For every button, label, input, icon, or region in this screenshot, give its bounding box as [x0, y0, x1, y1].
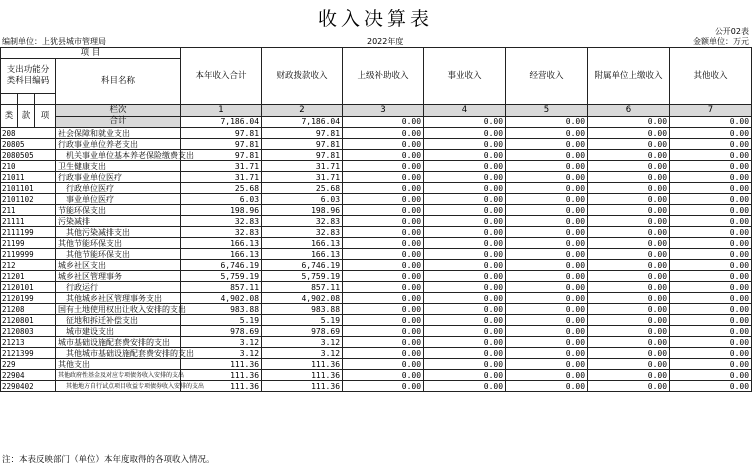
row-value-4: 0.00 [424, 370, 506, 381]
row-code: 211 [1, 205, 56, 216]
row-value-4: 0.00 [424, 183, 506, 194]
row-name: 卫生健康支出 [56, 161, 181, 172]
row-value-7: 0.00 [670, 326, 752, 337]
row-value-5: 0.00 [506, 249, 588, 260]
table-row [1, 282, 752, 293]
row-name: 其他地方自行试点项目收益专项债券收入安排的支出 [56, 381, 181, 392]
table-row [1, 238, 752, 249]
total-value-4: 0.00 [424, 116, 506, 128]
row-value-3: 0.00 [343, 227, 424, 238]
row-value-4: 0.00 [424, 348, 506, 359]
row-value-1: 32.83 [181, 227, 262, 238]
total-value-7: 0.00 [670, 116, 752, 128]
table-row [1, 249, 752, 260]
report-year: 2022年度 [367, 37, 404, 46]
total-value-1: 7,186.04 [181, 116, 262, 128]
row-value-2: 5.19 [262, 315, 343, 326]
col-number-4: 4 [424, 105, 506, 117]
row-value-5: 0.00 [506, 216, 588, 227]
table-row [1, 205, 752, 216]
row-code: 2101102 [1, 194, 56, 205]
row-value-4: 0.00 [424, 161, 506, 172]
row-value-2: 983.88 [262, 304, 343, 315]
row-value-7: 0.00 [670, 150, 752, 161]
table-row [1, 216, 752, 227]
total-value-6: 0.00 [588, 116, 670, 128]
row-value-2: 3.12 [262, 337, 343, 348]
row-value-1: 97.81 [181, 139, 262, 150]
row-value-4: 0.00 [424, 293, 506, 304]
row-value-4: 0.00 [424, 249, 506, 260]
unit-label: 编制单位：上犹县城市管理局 [2, 37, 106, 46]
row-value-1: 3.12 [181, 337, 262, 348]
col-header-1: 本年收入合计 [181, 48, 262, 105]
table-row [1, 128, 752, 139]
row-value-6: 0.00 [588, 271, 670, 282]
row-value-1: 31.71 [181, 172, 262, 183]
row-code: 2120801 [1, 315, 56, 326]
row-value-7: 0.00 [670, 293, 752, 304]
row-value-7: 0.00 [670, 194, 752, 205]
row-code: 2119999 [1, 249, 56, 260]
row-value-1: 166.13 [181, 238, 262, 249]
row-value-7: 0.00 [670, 359, 752, 370]
col-header-4: 事业收入 [424, 48, 506, 105]
row-value-3: 0.00 [343, 271, 424, 282]
row-value-5: 0.00 [506, 337, 588, 348]
row-value-3: 0.00 [343, 139, 424, 150]
row-value-3: 0.00 [343, 150, 424, 161]
row-name: 其他城乡社区管理事务支出 [56, 293, 181, 304]
table-row [1, 315, 752, 326]
row-code: 2120803 [1, 326, 56, 337]
row-code: 21208 [1, 304, 56, 315]
row-name: 污染减排 [56, 216, 181, 227]
row-code: 2101101 [1, 183, 56, 194]
row-value-3: 0.00 [343, 260, 424, 271]
row-name: 城市建设支出 [56, 326, 181, 337]
row-value-1: 6.03 [181, 194, 262, 205]
row-value-6: 0.00 [588, 205, 670, 216]
row-value-7: 0.00 [670, 304, 752, 315]
row-code: 212 [1, 260, 56, 271]
row-value-2: 31.71 [262, 161, 343, 172]
row-value-6: 0.00 [588, 337, 670, 348]
row-value-7: 0.00 [670, 238, 752, 249]
table-row [1, 183, 752, 194]
row-value-6: 0.00 [588, 128, 670, 139]
col-number-2: 2 [262, 105, 343, 117]
row-value-3: 0.00 [343, 359, 424, 370]
row-code: 2120199 [1, 293, 56, 304]
row-code: 20805 [1, 139, 56, 150]
row-value-5: 0.00 [506, 205, 588, 216]
row-value-7: 0.00 [670, 128, 752, 139]
row-value-1: 983.88 [181, 304, 262, 315]
table-row [1, 359, 752, 370]
row-value-3: 0.00 [343, 293, 424, 304]
row-value-4: 0.00 [424, 139, 506, 150]
row-name: 其他政府性基金及对应专项债务收入安排的支出 [56, 370, 181, 381]
row-name: 行政事业单位医疗 [56, 172, 181, 183]
col-header-7: 其他收入 [670, 48, 752, 105]
row-name: 其他节能环保支出 [56, 238, 181, 249]
row-value-3: 0.00 [343, 337, 424, 348]
row-value-1: 97.81 [181, 150, 262, 161]
row-name: 行政事业单位养老支出 [56, 139, 181, 150]
col-number-3: 3 [343, 105, 424, 117]
col-header-6: 附属单位上缴收入 [588, 48, 670, 105]
row-name: 征地和拆迁补偿支出 [56, 315, 181, 326]
row-value-5: 0.00 [506, 293, 588, 304]
row-value-3: 0.00 [343, 370, 424, 381]
row-value-5: 0.00 [506, 161, 588, 172]
row-value-2: 97.81 [262, 150, 343, 161]
row-value-1: 111.36 [181, 381, 262, 392]
row-value-2: 6.03 [262, 194, 343, 205]
table-row [1, 326, 752, 337]
row-value-5: 0.00 [506, 128, 588, 139]
row-value-1: 3.12 [181, 348, 262, 359]
row-value-7: 0.00 [670, 271, 752, 282]
row-value-5: 0.00 [506, 227, 588, 238]
table-row [1, 337, 752, 348]
row-value-5: 0.00 [506, 348, 588, 359]
row-value-6: 0.00 [588, 238, 670, 249]
row-value-7: 0.00 [670, 172, 752, 183]
row-value-6: 0.00 [588, 150, 670, 161]
row-code: 21011 [1, 172, 56, 183]
row-value-5: 0.00 [506, 260, 588, 271]
row-value-6: 0.00 [588, 183, 670, 194]
xiang-header: 项 [35, 105, 56, 128]
row-name: 行政运行 [56, 282, 181, 293]
lei-header: 类 [1, 105, 18, 128]
col-header-3: 上级补助收入 [343, 48, 424, 105]
row-value-7: 0.00 [670, 337, 752, 348]
row-value-6: 0.00 [588, 304, 670, 315]
row-value-6: 0.00 [588, 293, 670, 304]
row-value-4: 0.00 [424, 326, 506, 337]
row-value-1: 857.11 [181, 282, 262, 293]
row-value-6: 0.00 [588, 315, 670, 326]
table-row [1, 271, 752, 282]
row-value-2: 97.81 [262, 139, 343, 150]
row-value-4: 0.00 [424, 216, 506, 227]
row-value-3: 0.00 [343, 194, 424, 205]
row-value-1: 32.83 [181, 216, 262, 227]
lanci-label: 栏次 [56, 105, 181, 117]
row-value-7: 0.00 [670, 139, 752, 150]
row-value-5: 0.00 [506, 326, 588, 337]
row-value-3: 0.00 [343, 304, 424, 315]
row-value-3: 0.00 [343, 128, 424, 139]
row-value-4: 0.00 [424, 359, 506, 370]
row-name: 节能环保支出 [56, 205, 181, 216]
table-row [1, 260, 752, 271]
row-value-5: 0.00 [506, 271, 588, 282]
row-value-6: 0.00 [588, 260, 670, 271]
row-value-5: 0.00 [506, 139, 588, 150]
row-value-4: 0.00 [424, 282, 506, 293]
col-number-6: 6 [588, 105, 670, 117]
project-header: 项 目 [1, 48, 181, 59]
row-value-1: 6,746.19 [181, 260, 262, 271]
row-value-6: 0.00 [588, 282, 670, 293]
row-value-3: 0.00 [343, 249, 424, 260]
row-code: 229 [1, 359, 56, 370]
row-value-7: 0.00 [670, 249, 752, 260]
row-code: 22904 [1, 370, 56, 381]
row-name: 其他支出 [56, 359, 181, 370]
total-value-2: 7,186.04 [262, 116, 343, 128]
table-row [1, 381, 752, 392]
row-value-1: 198.96 [181, 205, 262, 216]
row-value-1: 5.19 [181, 315, 262, 326]
row-value-2: 4,902.08 [262, 293, 343, 304]
table-row [1, 194, 752, 205]
row-code: 208 [1, 128, 56, 139]
report-title: 收入决算表 [317, 8, 433, 30]
col-number-7: 7 [670, 105, 752, 117]
table-row [1, 227, 752, 238]
row-value-5: 0.00 [506, 304, 588, 315]
row-value-4: 0.00 [424, 150, 506, 161]
row-value-5: 0.00 [506, 359, 588, 370]
row-value-1: 5,759.19 [181, 271, 262, 282]
total-label: 合计 [56, 116, 181, 128]
row-value-2: 198.96 [262, 205, 343, 216]
row-value-3: 0.00 [343, 216, 424, 227]
table-row [1, 304, 752, 315]
row-code: 2121399 [1, 348, 56, 359]
income-table [0, 47, 752, 392]
row-code: 210 [1, 161, 56, 172]
table-row [1, 172, 752, 183]
row-value-1: 25.68 [181, 183, 262, 194]
row-value-2: 32.83 [262, 216, 343, 227]
row-value-2: 166.13 [262, 249, 343, 260]
row-value-6: 0.00 [588, 348, 670, 359]
row-name: 城乡社区支出 [56, 260, 181, 271]
row-value-2: 3.12 [262, 348, 343, 359]
table-row [1, 348, 752, 359]
row-value-4: 0.00 [424, 238, 506, 249]
row-value-6: 0.00 [588, 172, 670, 183]
row-value-3: 0.00 [343, 326, 424, 337]
row-value-6: 0.00 [588, 381, 670, 392]
row-value-2: 6,746.19 [262, 260, 343, 271]
row-value-5: 0.00 [506, 172, 588, 183]
row-value-6: 0.00 [588, 216, 670, 227]
row-code: 2080505 [1, 150, 56, 161]
row-value-1: 111.36 [181, 359, 262, 370]
row-value-1: 111.36 [181, 370, 262, 381]
row-value-1: 4,902.08 [181, 293, 262, 304]
row-value-7: 0.00 [670, 370, 752, 381]
col-number-5: 5 [506, 105, 588, 117]
row-value-5: 0.00 [506, 238, 588, 249]
row-code: 21111 [1, 216, 56, 227]
table-row [1, 293, 752, 304]
row-value-4: 0.00 [424, 381, 506, 392]
row-value-3: 0.00 [343, 161, 424, 172]
row-value-2: 857.11 [262, 282, 343, 293]
row-value-6: 0.00 [588, 326, 670, 337]
row-value-4: 0.00 [424, 205, 506, 216]
row-value-7: 0.00 [670, 183, 752, 194]
row-value-7: 0.00 [670, 227, 752, 238]
row-value-7: 0.00 [670, 381, 752, 392]
row-value-5: 0.00 [506, 194, 588, 205]
col-header-2: 财政拨款收入 [262, 48, 343, 105]
row-value-6: 0.00 [588, 161, 670, 172]
row-code: 21201 [1, 271, 56, 282]
table-row [1, 139, 752, 150]
form-number: 公开02表 [714, 27, 749, 36]
row-value-7: 0.00 [670, 216, 752, 227]
row-value-5: 0.00 [506, 150, 588, 161]
row-value-2: 25.68 [262, 183, 343, 194]
row-value-3: 0.00 [343, 381, 424, 392]
total-value-3: 0.00 [343, 116, 424, 128]
row-name: 其他污染减排支出 [56, 227, 181, 238]
row-value-6: 0.00 [588, 227, 670, 238]
func-class-header: 支出功能分类科目编码 [1, 59, 56, 94]
row-value-4: 0.00 [424, 260, 506, 271]
row-value-5: 0.00 [506, 282, 588, 293]
row-value-2: 111.36 [262, 381, 343, 392]
row-value-4: 0.00 [424, 304, 506, 315]
row-value-2: 978.69 [262, 326, 343, 337]
row-code: 2120101 [1, 282, 56, 293]
row-code: 2111199 [1, 227, 56, 238]
row-value-1: 978.69 [181, 326, 262, 337]
row-value-3: 0.00 [343, 282, 424, 293]
row-value-2: 97.81 [262, 128, 343, 139]
table-row [1, 150, 752, 161]
row-name: 城市基础设施配套费安排的支出 [56, 337, 181, 348]
row-value-5: 0.00 [506, 370, 588, 381]
row-value-6: 0.00 [588, 370, 670, 381]
row-value-2: 32.83 [262, 227, 343, 238]
row-value-6: 0.00 [588, 249, 670, 260]
row-value-3: 0.00 [343, 315, 424, 326]
row-value-4: 0.00 [424, 172, 506, 183]
row-value-4: 0.00 [424, 271, 506, 282]
row-name: 社会保障和就业支出 [56, 128, 181, 139]
row-value-6: 0.00 [588, 194, 670, 205]
kuan-header: 款 [18, 105, 35, 128]
row-name: 其他城市基础设施配套费安排的支出 [56, 348, 181, 359]
subject-name-header: 科目名称 [56, 59, 181, 105]
row-value-2: 111.36 [262, 370, 343, 381]
footnote: 注：本表反映部门（单位）本年度取得的各项收入情况。 [2, 455, 215, 465]
row-value-2: 31.71 [262, 172, 343, 183]
row-value-4: 0.00 [424, 194, 506, 205]
row-value-4: 0.00 [424, 315, 506, 326]
row-value-6: 0.00 [588, 139, 670, 150]
row-value-3: 0.00 [343, 348, 424, 359]
row-value-2: 111.36 [262, 359, 343, 370]
row-value-7: 0.00 [670, 161, 752, 172]
row-value-4: 0.00 [424, 337, 506, 348]
row-value-7: 0.00 [670, 260, 752, 271]
row-name: 国有土地使用权出让收入安排的支出 [56, 304, 181, 315]
row-value-1: 31.71 [181, 161, 262, 172]
currency-unit: 金额单位：万元 [693, 37, 749, 46]
row-code: 21199 [1, 238, 56, 249]
row-name: 城乡社区管理事务 [56, 271, 181, 282]
row-value-2: 166.13 [262, 238, 343, 249]
row-name: 行政单位医疗 [56, 183, 181, 194]
row-value-5: 0.00 [506, 381, 588, 392]
row-name: 事业单位医疗 [56, 194, 181, 205]
row-value-4: 0.00 [424, 227, 506, 238]
row-value-3: 0.00 [343, 238, 424, 249]
row-value-5: 0.00 [506, 315, 588, 326]
row-value-7: 0.00 [670, 282, 752, 293]
col-number-1: 1 [181, 105, 262, 117]
row-value-4: 0.00 [424, 128, 506, 139]
total-value-5: 0.00 [506, 116, 588, 128]
col-header-5: 经营收入 [506, 48, 588, 105]
row-value-7: 0.00 [670, 348, 752, 359]
row-value-7: 0.00 [670, 205, 752, 216]
row-name: 其他节能环保支出 [56, 249, 181, 260]
row-value-3: 0.00 [343, 205, 424, 216]
row-value-2: 5,759.19 [262, 271, 343, 282]
row-value-1: 97.81 [181, 128, 262, 139]
table-row [1, 370, 752, 381]
row-name: 机关事业单位基本养老保险缴费支出 [56, 150, 181, 161]
row-value-1: 166.13 [181, 249, 262, 260]
row-code: 21213 [1, 337, 56, 348]
row-code: 2290402 [1, 381, 56, 392]
row-value-3: 0.00 [343, 172, 424, 183]
table-row [1, 161, 752, 172]
row-value-6: 0.00 [588, 359, 670, 370]
row-value-3: 0.00 [343, 183, 424, 194]
row-value-5: 0.00 [506, 183, 588, 194]
row-value-7: 0.00 [670, 315, 752, 326]
